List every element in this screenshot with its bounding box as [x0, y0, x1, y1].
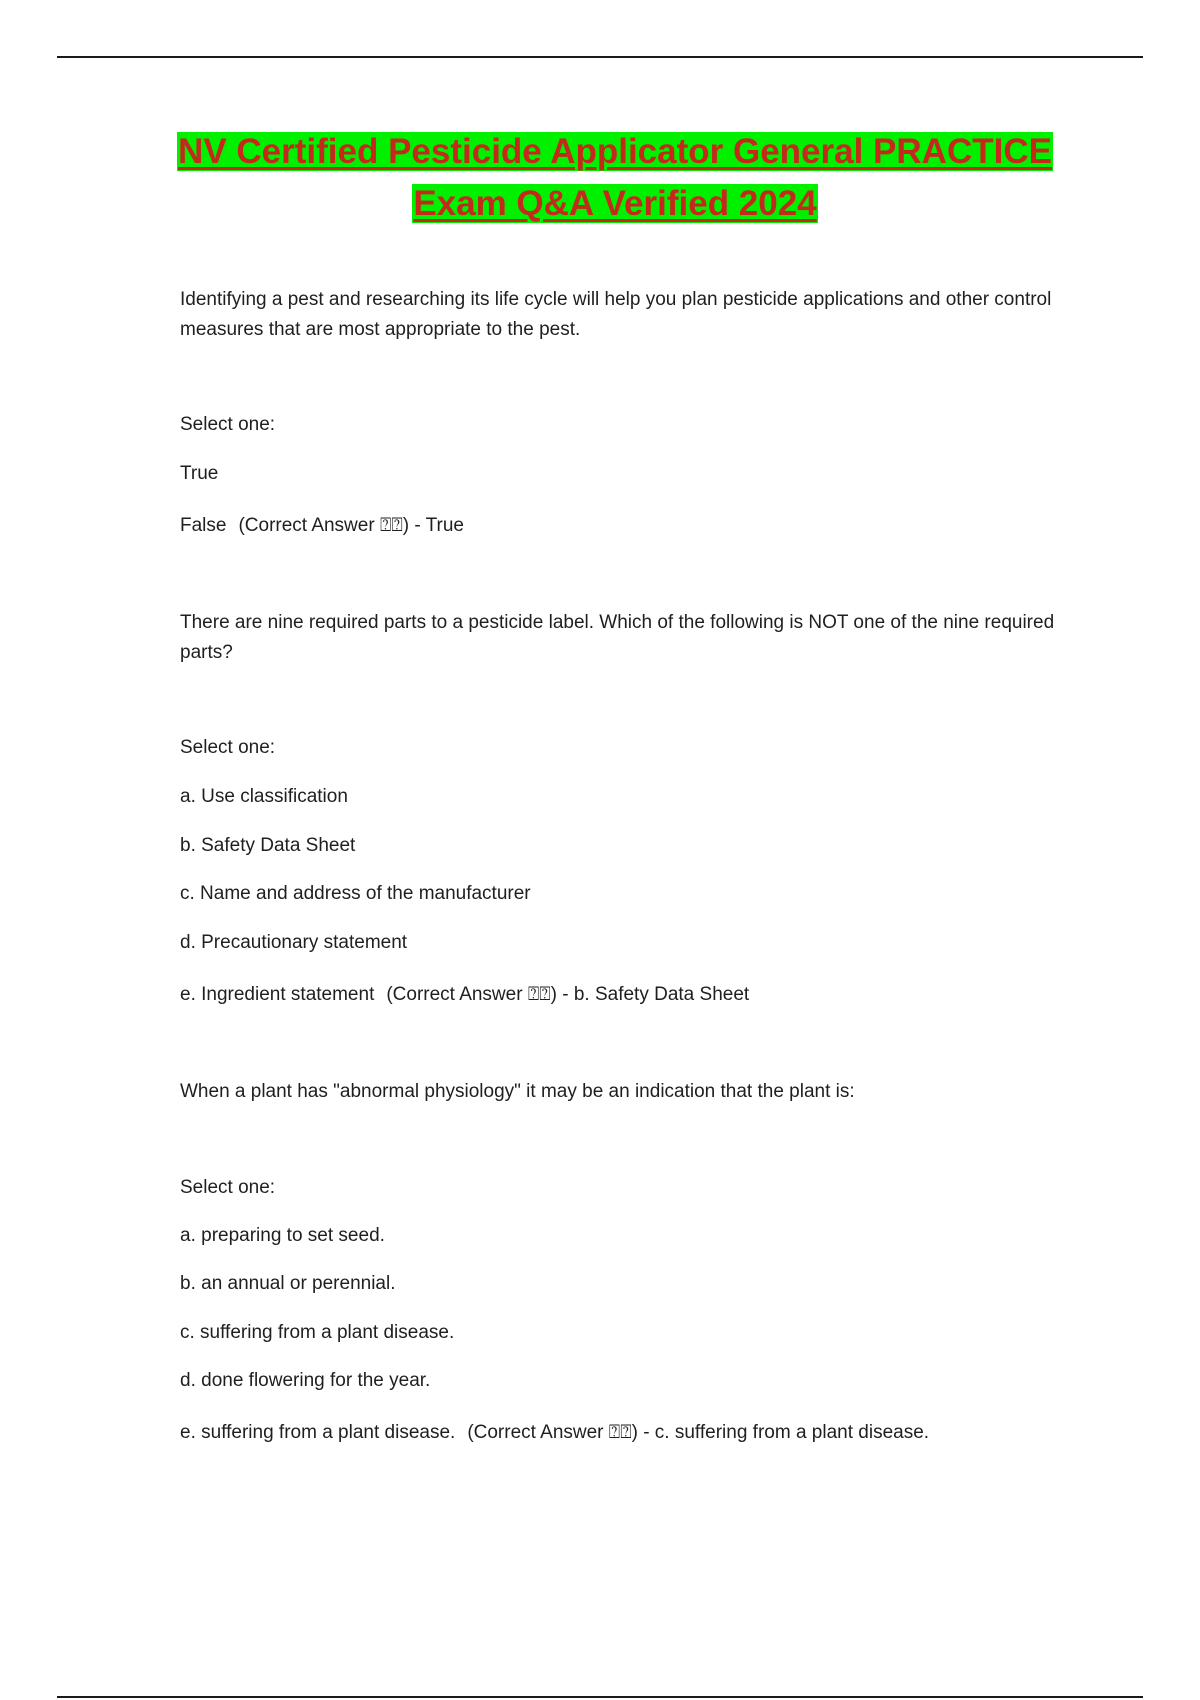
- question-3-option-c: c. suffering from a plant disease.: [180, 1322, 455, 1343]
- question-1-option-b-row: [180, 511, 1060, 541]
- question-2-option-b: b. Safety Data Sheet: [180, 835, 356, 856]
- question-1-option-b: False: [180, 515, 227, 536]
- question-3-option-d: d. done flowering for the year.: [180, 1370, 431, 1391]
- title-line-1: NV Certified Pesticide Applicator General PRACTICE: [178, 132, 1052, 171]
- question-1-prompt: Identifying a pest and researching its life cycle will help you plan pesticide applications and other control measures that are most appropriate to the pest.: [180, 289, 1052, 340]
- question-2-option-d: d. Precautionary statement: [180, 932, 408, 953]
- question-3-select-label: Select one:: [180, 1177, 276, 1198]
- question-3-option-e: e. suffering from a plant disease.: [180, 1422, 456, 1443]
- question-2-option-e: e. Ingredient statement: [180, 984, 375, 1005]
- question-3-option-e-row: [180, 1418, 1060, 1448]
- question-3-answer: (Correct Answer ⍰⍰) - c. suffering from a plant disease.: [467, 1422, 930, 1443]
- question-3-prompt: When a plant has "abnormal physiology" it may be an indication that the plant is:: [180, 1081, 855, 1102]
- footer-rule: [57, 1696, 1143, 1698]
- question-3-option-b: b. an annual or perennial.: [180, 1273, 396, 1294]
- question-1-select-label: Select one:: [180, 414, 276, 435]
- question-2-answer: (Correct Answer ⍰⍰) - b. Safety Data Sheet: [386, 984, 750, 1005]
- question-1-option-a: True: [180, 463, 219, 484]
- question-2-option-e-row: [180, 980, 1060, 1010]
- question-2-prompt: There are nine required parts to a pesticide label. Which of the following is NOT one of the nine required parts?: [180, 612, 1055, 663]
- question-1-answer: (Correct Answer ⍰⍰) - True: [238, 515, 464, 536]
- question-2-select-label: Select one:: [180, 737, 276, 758]
- title-line-2: Exam Q&A Verified 2024: [413, 184, 817, 223]
- question-3-option-a: a. preparing to set seed.: [180, 1225, 385, 1246]
- question-2-option-c: c. Name and address of the manufacturer: [180, 883, 531, 904]
- question-2-option-a: a. Use classification: [180, 786, 348, 807]
